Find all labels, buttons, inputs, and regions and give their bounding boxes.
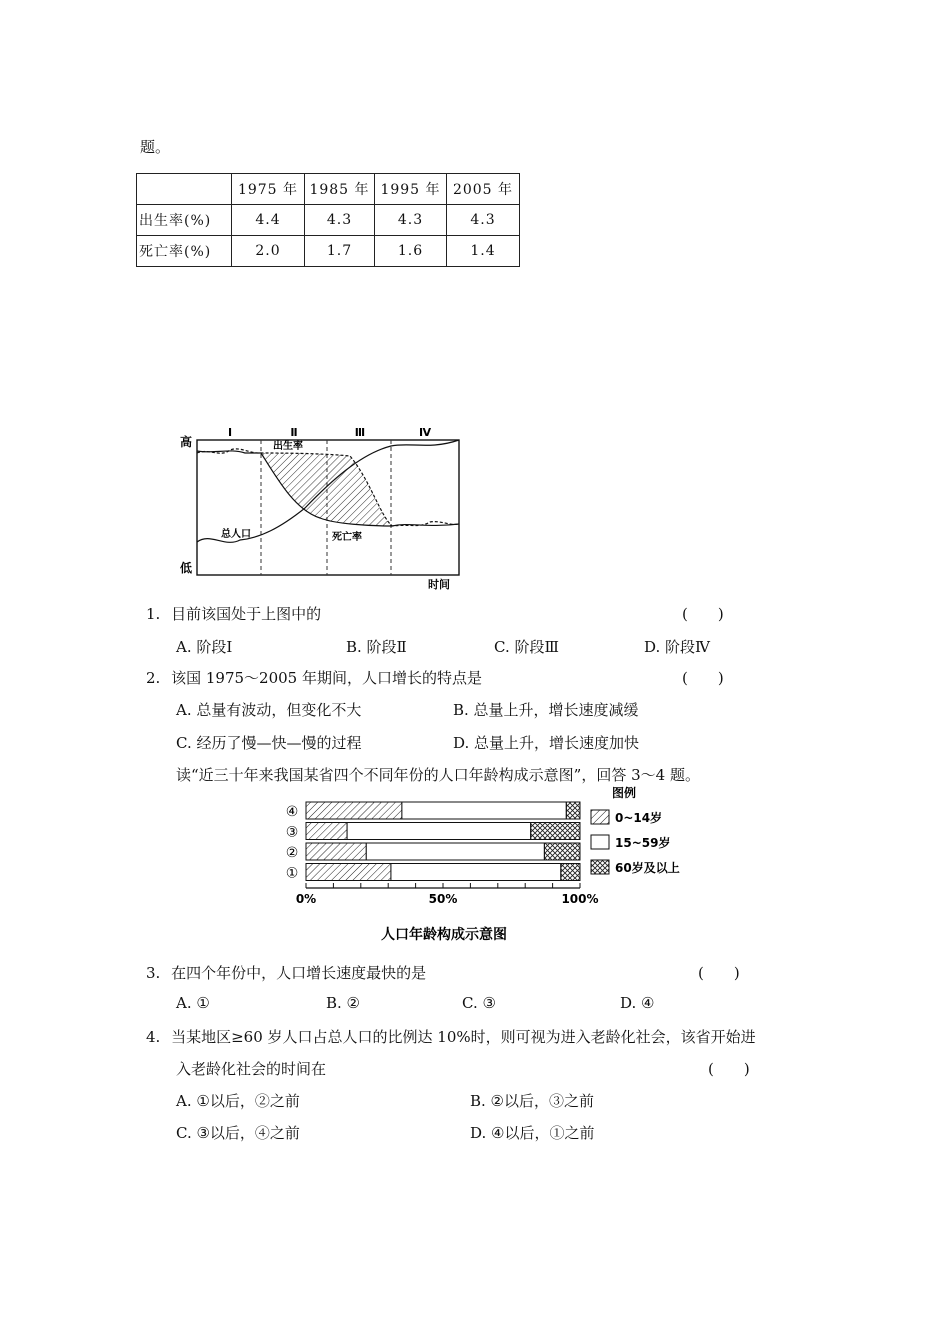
option-d[interactable]: D. ④以后，①之前 [470,1124,595,1142]
bar-segment-15-59 [366,843,544,860]
table-cell: 1.4 [447,236,520,267]
bar-segment-15-59 [347,823,531,840]
y-axis-high: 高 [180,435,193,449]
x-tick-label: 0% [295,892,317,906]
option-a[interactable]: A. ① [176,994,210,1012]
category-label: ① [285,865,299,882]
bar-segment-60-plus [566,802,580,819]
death-rate-label: 死亡率 [332,532,362,543]
legend-swatch-0-14 [591,810,609,824]
question-2 [146,667,482,688]
bar-segment-0-14 [306,864,391,881]
bar-group [286,802,580,882]
option-c[interactable]: C. ③ [462,994,496,1012]
option-d[interactable]: D. 总量上升，增长速度加快 [453,734,640,752]
x-axis [296,883,599,906]
demographic-transition-diagram [170,420,470,590]
total-population-label: 总人口 [221,529,251,540]
category-label: ③ [285,824,299,841]
chart-title: 人口年龄构成示意图 [381,927,507,943]
row-label-birth-rate: 出生率(%) [137,205,232,236]
table-row [137,236,520,267]
option-d[interactable]: D. ④ [620,994,655,1012]
question-text: 当某地区≥60 岁人口占总人口的比例达 10%时，则可视为进入老龄化社会，该省开始进 [171,1028,756,1046]
option-c[interactable]: C. 经历了慢—快—慢的过程 [176,734,362,752]
option-a[interactable]: A. 总量有波动，但变化不大 [176,701,362,719]
question-1 [146,603,321,624]
option-b[interactable]: B. 阶段Ⅱ [346,638,407,656]
birth-rate-label: 出生率 [273,441,303,452]
legend-swatch-15-59 [591,835,609,849]
table-header-cell: 1975 年 [232,174,305,205]
answer-paren: ( ) [698,964,740,982]
question-3 [146,962,426,983]
category-label: ④ [285,804,299,820]
table-cell: 1.6 [375,236,447,267]
stage-label: Ⅰ [227,426,233,439]
stage-label: Ⅱ [290,426,298,439]
table-cell: 1.7 [305,236,375,267]
table-cell: 4.3 [447,205,520,236]
question-4 [146,1026,756,1047]
bar-segment-0-14 [306,823,347,840]
y-axis-low: 低 [180,561,193,575]
question-text: 目前该国处于上图中的 [171,605,322,623]
question-text: 在四个年份中，人口增长速度最快的是 [171,964,427,982]
bar-segment-60-plus [561,864,580,881]
table-header-row [137,174,520,205]
category-label: ② [285,845,299,861]
natural-increase-area [261,453,392,526]
row-label-death-rate: 死亡率(%) [137,236,232,267]
bar-segment-60-plus [531,823,580,840]
question-number: 1. [146,605,161,623]
option-b[interactable]: B. ②以后，③之前 [470,1092,595,1110]
legend-label: 15~59岁 [615,836,671,850]
bar-segment-15-59 [402,802,566,819]
table-header-cell: 1985 年 [305,174,375,205]
option-b[interactable]: B. ② [326,994,361,1012]
bar-segment-0-14 [306,802,402,819]
question-text-continued: 入老龄化社会的时间在 [176,1060,327,1078]
question-number: 4. [146,1028,161,1046]
bar-segment-15-59 [391,864,561,881]
legend-label: 60岁及以上 [615,861,680,875]
legend-label: 0~14岁 [615,811,663,825]
question-number: 3. [146,964,161,982]
option-a[interactable]: A. ①以后，②之前 [176,1092,300,1110]
bar-segment-0-14 [306,843,366,860]
table-cell: 2.0 [232,236,305,267]
answer-paren: ( ) [682,669,724,687]
answer-paren: ( ) [708,1060,750,1078]
answer-paren: ( ) [682,605,724,623]
option-b[interactable]: B. 总量上升，增长速度减缓 [453,701,639,719]
stage-label: Ⅲ [354,426,366,439]
legend-swatch-60-plus [591,860,609,874]
table-header-cell: 1995 年 [375,174,447,205]
table-row [137,205,520,236]
question-text: 该国 1975～2005 年期间，人口增长的特点是 [171,669,482,687]
read-prompt: 读“近三十年来我国某省四个不同年份的人口年龄构成示意图”，回答 3～4 题。 [176,766,700,784]
table-cell: 4.3 [375,205,447,236]
option-a[interactable]: A. 阶段Ⅰ [176,638,233,656]
option-c[interactable]: C. ③以后，④之前 [176,1124,300,1142]
x-axis-label: 时间 [428,578,450,590]
age-structure-chart [280,783,710,943]
x-tick-label: 50% [428,892,458,906]
table-corner-cell [137,174,232,205]
option-d[interactable]: D. 阶段Ⅳ [644,638,711,656]
intro-tail: 题。 [140,138,171,156]
stage-label: Ⅳ [418,426,432,439]
table-header-cell: 2005 年 [447,174,520,205]
bar-segment-60-plus [544,843,580,860]
x-tick-label: 100% [561,892,599,906]
question-number: 2. [146,669,161,687]
table-cell: 4.4 [232,205,305,236]
legend-title: 图例 [612,786,637,800]
table-cell: 4.3 [305,205,375,236]
option-c[interactable]: C. 阶段Ⅲ [494,638,559,656]
birth-death-rate-table [136,173,520,267]
